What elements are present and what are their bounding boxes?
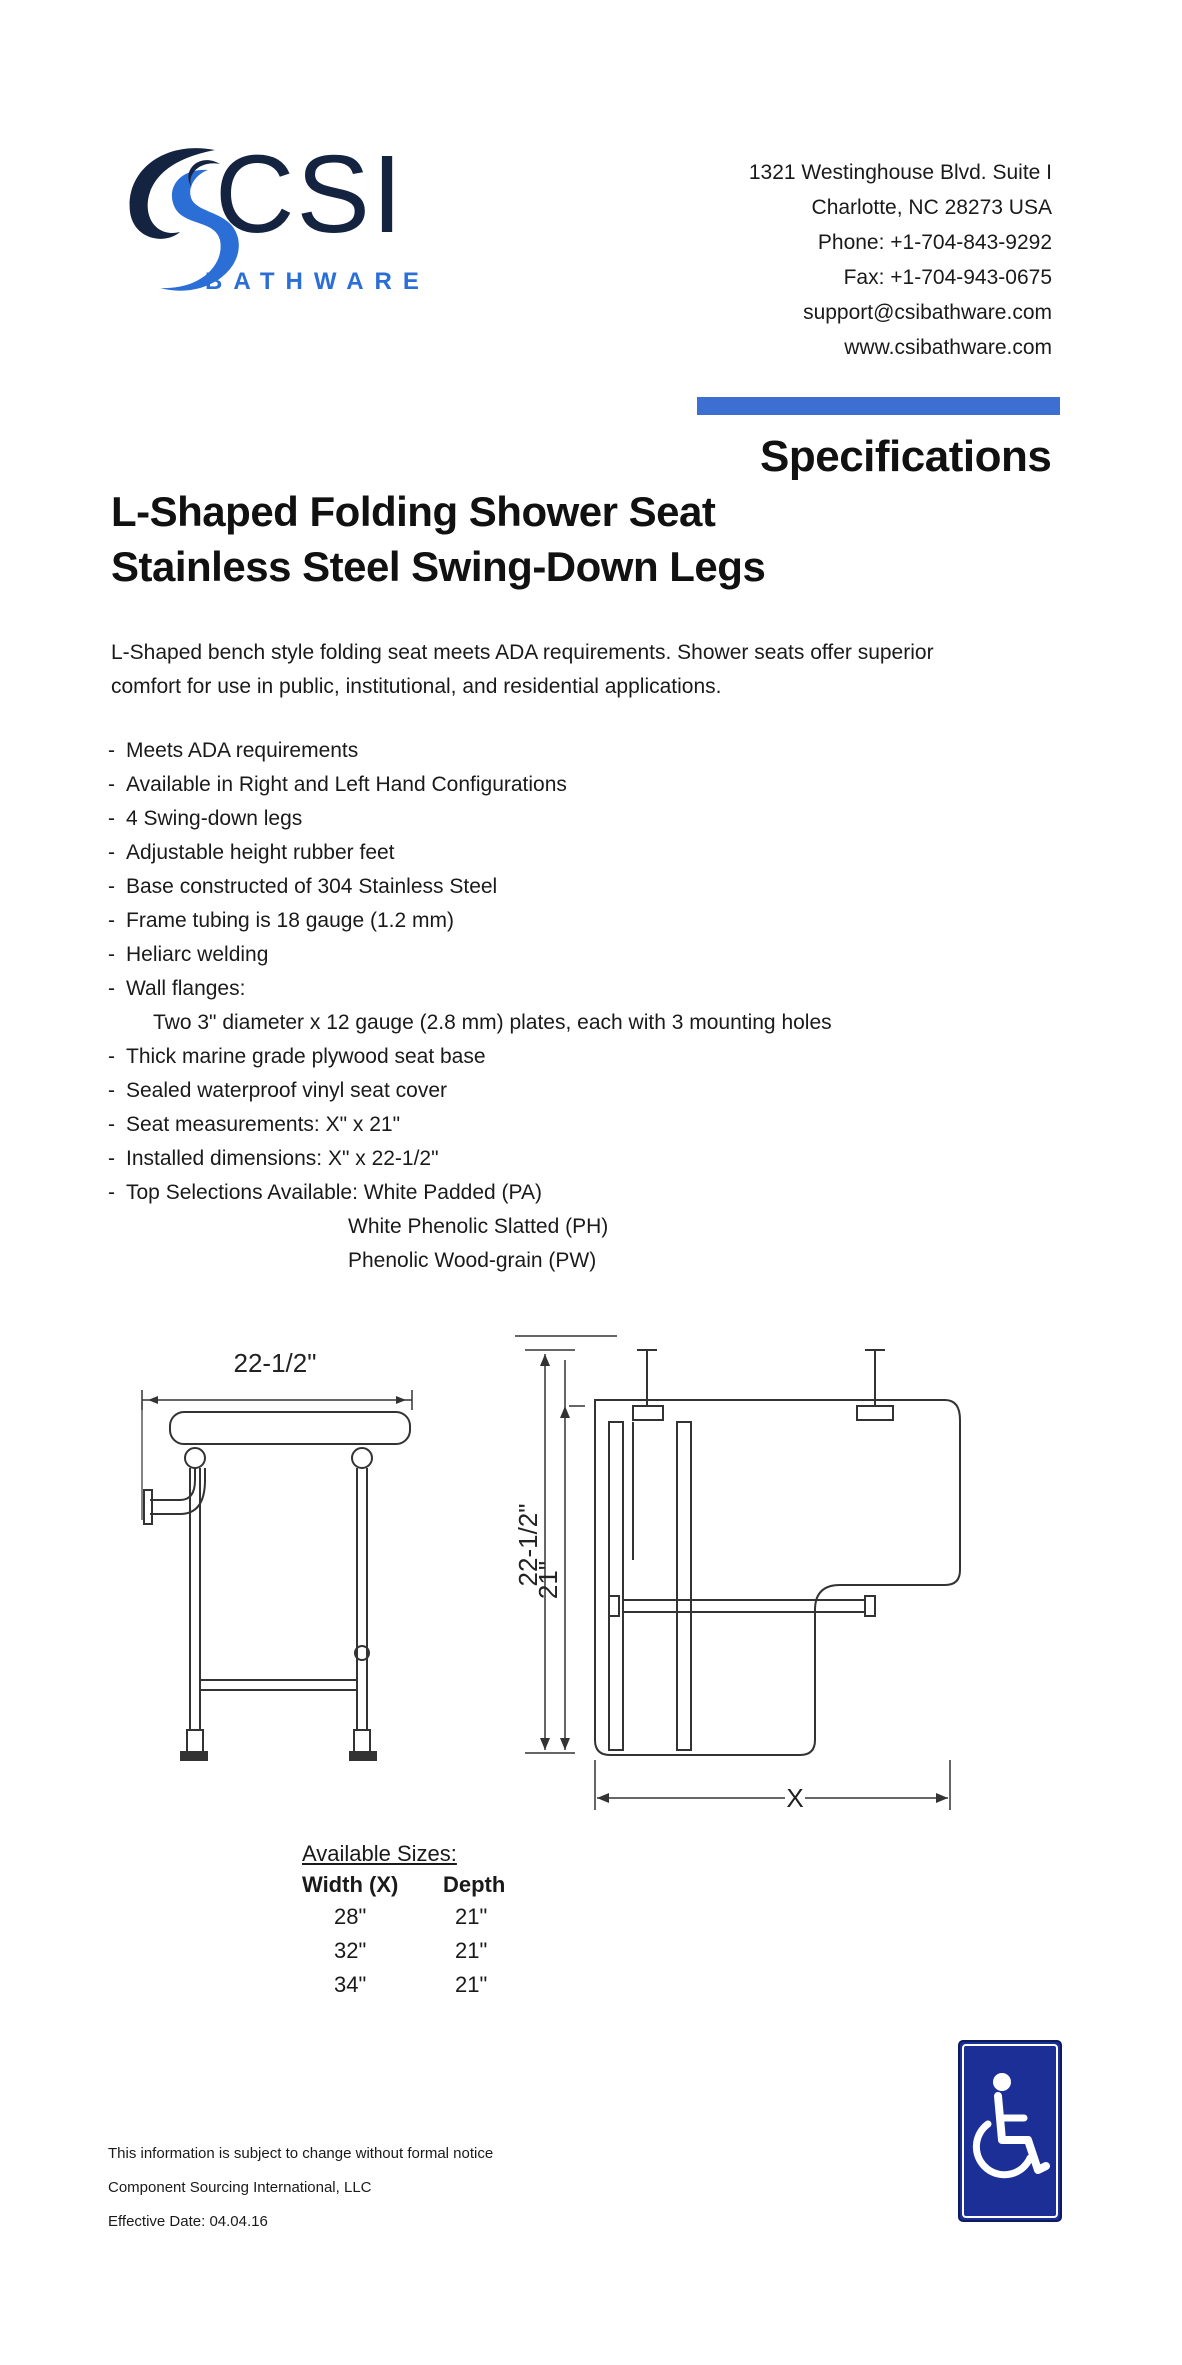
company-address bbox=[749, 155, 1052, 365]
plan-height-label: 22-1/2" bbox=[513, 1503, 543, 1587]
address-city: Charlotte, NC 28273 USA bbox=[811, 196, 1052, 219]
feature-item: - Heliarc welding bbox=[108, 943, 269, 966]
address-phone: Phone: +1-704-843-9292 bbox=[817, 231, 1052, 254]
side-elevation-drawing bbox=[140, 1340, 420, 1770]
available-sizes bbox=[302, 1841, 505, 2002]
section-title: Specifications bbox=[760, 432, 1052, 481]
plan-width-label: X bbox=[786, 1783, 804, 1813]
feature-item: - Adjustable height rubber feet bbox=[108, 841, 395, 864]
brand-name: CSI bbox=[215, 133, 405, 256]
feature-item: - Available in Right and Left Hand Configurations bbox=[108, 773, 567, 796]
footer-notes bbox=[108, 2137, 493, 2239]
sizes-title: Available Sizes: bbox=[302, 1841, 457, 1866]
address-street: 1321 Westinghouse Blvd. Suite I bbox=[748, 161, 1052, 184]
feature-item: - Wall flanges: bbox=[108, 977, 246, 1000]
feature-subitem: White Phenolic Slatted (PH) bbox=[348, 1215, 609, 1238]
feature-item: - Installed dimensions: X" x 22-1/2" bbox=[108, 1147, 439, 1170]
table-row: 28" 21" bbox=[334, 1904, 488, 1929]
product-title-line2: Stainless Steel Swing-Down Legs bbox=[111, 543, 766, 590]
wheelchair-accessibility-icon bbox=[958, 2040, 1062, 2222]
footer-notice: This information is subject to change without formal notice bbox=[108, 2145, 494, 2162]
feature-item: - Sealed waterproof vinyl seat cover bbox=[108, 1079, 447, 1102]
feature-subitem: Phenolic Wood-grain (PW) bbox=[348, 1249, 597, 1272]
footer-company: Component Sourcing International, LLC bbox=[108, 2179, 372, 2196]
feature-item: - Seat measurements: X" x 21" bbox=[108, 1113, 401, 1136]
feature-item: - Meets ADA requirements bbox=[108, 739, 359, 762]
address-website[interactable]: www.csibathware.com bbox=[844, 336, 1052, 359]
address-email[interactable]: support@csibathware.com bbox=[803, 301, 1052, 324]
brand-tagline: BATHWARE bbox=[205, 268, 430, 295]
sizes-header-width: Width (X) bbox=[302, 1872, 399, 1897]
feature-item: - Top Selections Available: White Padded (PA) bbox=[108, 1181, 542, 1204]
sizes-table bbox=[302, 1870, 505, 2002]
table-row: 32" 21" bbox=[334, 1938, 488, 1963]
feature-item: - Base constructed of 304 Stainless Steel bbox=[108, 875, 498, 898]
footer-effective-date: Effective Date: 04.04.16 bbox=[108, 2213, 268, 2230]
side-width-label: 22-1/2" bbox=[233, 1348, 317, 1378]
product-description: L-Shaped bench style folding seat meets ADA requirements. Shower seats offer superior comfort for use in public, institutional, and residential applications. bbox=[111, 641, 934, 698]
product-title-line1: L-Shaped Folding Shower Seat bbox=[111, 488, 716, 535]
feature-item: - 4 Swing-down legs bbox=[108, 807, 303, 830]
feature-item: - Frame tubing is 18 gauge (1.2 mm) bbox=[108, 909, 454, 932]
feature-subitem: Two 3" diameter x 12 gauge (2.8 mm) plates, each with 3 mounting holes bbox=[153, 1011, 832, 1034]
sizes-header-depth: Depth bbox=[443, 1872, 506, 1897]
table-row: 34" 21" bbox=[334, 1972, 488, 1997]
plan-view-drawing bbox=[505, 1330, 975, 1830]
feature-item: - Thick marine grade plywood seat base bbox=[108, 1045, 486, 1068]
feature-list bbox=[108, 734, 832, 1278]
address-fax: Fax: +1-704-943-0675 bbox=[843, 266, 1052, 289]
header-divider-bar bbox=[697, 397, 1060, 415]
plan-depth-label: 21" bbox=[533, 1560, 563, 1600]
